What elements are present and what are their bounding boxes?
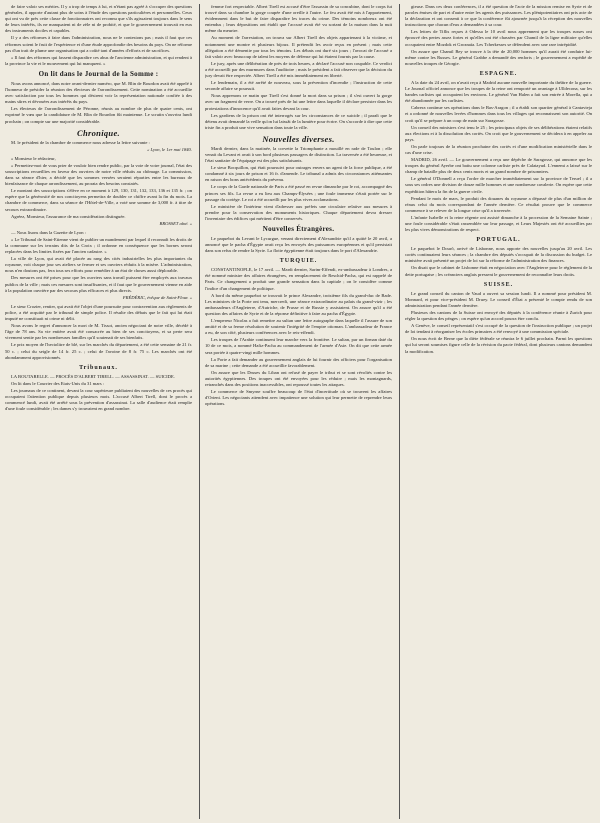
- paragraph: A la date du 24 avril, on n'avait reçu à Madrid aucune nouvelle importante du théâtre de la guerre. Le Journal officiel annonce que les troupes de la reine ont remporté un avantage à Ulldecona, sur les bandes carlistes qui occupaient les environs. Le général Van Halen a fait son entrée à Morella, qui a été abandonnée par les carlistes.: [405, 79, 592, 104]
- section-heading: TURQUIE.: [279, 258, 318, 265]
- paragraph: Un conseil des ministres s'est tenu le 25 ; les principaux objets de ses délibérations étaient relatifs aux élections et à la dissolution des cortès. On croit que le gouvernement se décidera à en appeler au pays.: [405, 124, 592, 142]
- section-heading: SUISSE.: [483, 281, 514, 288]
- column-divider: [199, 4, 200, 819]
- paragraph: Il y a des réformes à faire dans l'administration, nous ne le contestons pas ; mais il faut que ces réformes soient le fruit de l'expérience et d'une étude approfondie des besoins du pays. On ne réforme pas d'un trait de plume une organisation qui a coûté tant d'années d'efforts et de sacrifices.: [5, 35, 192, 53]
- paragraph: A Genève, le conseil représentatif s'est occupé de la question de l'instruction publique ; un projet de loi tendant à réorganiser les écoles primaires a été renvoyé à une commission spéciale.: [405, 323, 592, 335]
- column-divider: [399, 4, 400, 819]
- paragraph: Le général O'Donnell a reçu l'ordre de marcher immédiatement sur la province de Teruel ; il a sous ses ordres une division de douze mille hommes et une nombreuse cavalerie. On espère que cette expédition hâtera la fin de la guerre civile.: [405, 176, 592, 194]
- paragraph: Le sieur Bocquillon, qui était poursuivi pour outrages envers un agent de la force publique, a été condamné à six jours de prison et 16 fr. d'amende. Le tribunal a admis des circonstances atténuantes en raison des bons antécédents du prévenu.: [205, 165, 392, 183]
- paragraph: MADRID, 26 avril. — Le gouvernement a reçu une dépêche de Saragosse, qui annonce que les troupes du général Ayerbe ont battu une colonne carliste près de Calatayud. L'ennemi a laissé sur le champ de bataille plus de deux cents morts et un grand nombre de prisonniers.: [405, 157, 592, 175]
- paragraph: Les lettres de Tiflis reçues à Odessa le 10 avril nous apprennent que les troupes russes ont éprouvé des pertes assez fortes et qu'elles ont été chassées par Chamil de la ligne militaire qu'elles occupaient entre Mozdok et Groznaïa. Les Tcherkesses se défendent avec une rare intrépidité.: [405, 29, 592, 47]
- paragraph: Le paquebot du Levant le Lycurgue, venant directement d'Alexandrie qu'il a quitté le 20 avril, a annoncé que le pacha d'Égypte avait reçu les envoyés des puissances européennes et qu'il persistait dans son refus de rendre la Syrie. La flotte égyptienne était toujours dans le port d'Alexandrie.: [205, 236, 392, 254]
- paragraph: LA BOUTARELLE. — PROCÈS D'ALBERT TIRELL. — ASSASSINAT. — SUICIDE.: [11, 373, 175, 379]
- paragraph: Le lendemain, il a été arrêté de nouveau, sous la prévention d'incendie ; l'instruction de cette seconde affaire se poursuit.: [205, 80, 392, 92]
- paragraph: M. le président de la chambre de commerce nous adresse la lettre suivante :: [11, 139, 150, 145]
- paragraph: Les électeurs de l'arrondissement de Péronne, réunis au nombre de plus de quatre cents, ont exprimé le vœu que la candidature de M. Blin de Bourdon fût maintenue. Le scrutin s'ouvrira lundi prochain ; on compte sur une majorité considérable.: [5, 106, 192, 124]
- paragraph: Le sieur Crozier, rentier, qui avait été l'objet d'une poursuite pour contravention aux règlements de police, a été acquitté par le tribunal de simple police. Il résulte des débats que le fait qui lui était imputé ne constituait ni crime ni délit.: [5, 303, 192, 322]
- section-heading: On lit dans le Journal de la Somme :: [38, 69, 159, 78]
- column-right: [405, 4, 592, 819]
- paragraph: On assure que Chamil Bey se trouve à la tête de 20,000 hommes qu'il aurait été conduire lui-même contre les Russes. Le général Grabbe a demandé des renforts ; le gouvernement a expédié de nouvelles troupes de Géorgie.: [405, 48, 592, 66]
- paragraph: Le paquebot le Dourô, arrivé de Lisbonne, nous apporte des nouvelles jusqu'au 20 avril. Les cortès continuaient leurs séances ; la chambre des députés s'occupait de la discussion du budget. Le ministère avait présenté un projet de loi sur la réforme de l'administration des finances.: [405, 246, 592, 264]
- signature-line: FRÉDÉRIC, évêque de Saint-Flour. »: [122, 294, 192, 300]
- paragraph: Nous avons annoncé, dans notre avant-dernier numéro, que M. Blin de Bourdon avait été appelé à l'honneur de présider la réunion des électeurs de l'arrondissement. Cette nomination a été accueillie avec satisfaction par tous les hommes qui désirent voir la représentation nationale confiée à des mains sûres et dévouées aux intérêts du pays.: [5, 80, 192, 105]
- paragraph: Agréez, Monsieur, l'assurance de ma considération distinguée.: [11, 213, 126, 219]
- paragraph: Cabrera continue ses opérations dans le Bas-Aragon ; il a établi son quartier général à Cantavieja et a ordonné de nouvelles levées d'hommes dans tous les villages qui reconnaissent son autorité. On croit qu'il se prépare à un coup de main sur Saragosse.: [405, 105, 592, 123]
- paragraph: femme fort respectable. Albert Tirell est accusé d'être l'assassin de sa concubine, dont le corps fut trouvé dans sa chambre la gorge coupée d'une oreille à l'autre. Le feu avait été mis à l'appartement, évidemment dans le but de faire disparaître les traces du crime. Des témoins nombreux ont été entendus ; leurs dépositions ont établi que l'accusé avait été vu sortant de la maison dans la nuit même du meurtre.: [205, 4, 392, 34]
- paragraph: Les troupes de l'Arabie continuent leur marche vers la frontière. Le sultan, par un firman daté du 10 de ce mois, a nommé Hafiz-Pacha au commandement de l'armée d'Asie. On dit que cette armée sera portée à quatre-vingt mille hommes.: [205, 337, 392, 355]
- paragraph: Le corps de la Garde nationale de Paris a été passé en revue dimanche par le roi, accompagné des princes ses fils. La revue a eu lieu aux Champs-Élysées ; une foule immense s'était portée sur le passage du cortège. Le roi a été accueilli par les plus vives acclamations.: [205, 184, 392, 202]
- paragraph: « Permettez-moi de vous prier de vouloir bien rendre public, par la voie de votre journal, l'état des souscriptions recueillies en faveur des ouvriers de notre ville réduits au chômage. La commission, dans sa séance d'hier, a décidé que les sommes versées seraient réparties entre les bureaux de bienfaisance de chaque arrondissement, au prorata des besoins constatés.: [5, 162, 192, 187]
- paragraph: Des mesures ont été prises pour que les ouvriers sans travail puissent être employés aux travaux publics de la ville ; mais ces mesures sont insuffisantes, et il faut que le gouvernement vienne en aide à la population ouvrière par des secours plus efficaces et plus directs.: [5, 275, 192, 293]
- paragraph: On assure que les Druses du Liban ont refusé de payer le tribut et se sont révoltés contre les autorités égyptiennes. Des troupes ont été envoyées pour les réduire ; mais les montagnards, retranchés dans des positions inaccessibles, ont repoussé toutes les attaques.: [205, 369, 392, 387]
- section-heading: Nouvelles diverses.: [262, 133, 335, 144]
- paragraph: Les gardiens de la prison ont été interrogés sur les circonstances de ce suicide ; il paraît que le détenu avait demandé la veille qu'on lui laissât de la lumière pour écrire. On s'accorde à dire que cette triste fin a produit une vive sensation dans toute la ville.: [205, 112, 392, 130]
- paragraph: A bord du même paquebot se trouvait le prince Alexandre, troisième fils du grand-duc de Bade. Les ministres de la Porte ont tenu, mercredi, une séance extraordinaire au palais du grand-vizir ; les ambassadeurs d'Angleterre, d'Autriche, de Prusse et de Russie y assistaient. On assure qu'il a été question des affaires de Syrie et de la réponse définitive à faire au pacha d'Égypte.: [205, 292, 392, 316]
- paragraph: Mardi dernier, dans la matinée, la corvette la Triomphante a mouillé en rade de Toulon ; elle venait du Levant et avait à son bord plusieurs passagers de distinction. La traversée a été heureuse, et l'état sanitaire de l'équipage est des plus satisfaisants.: [205, 145, 392, 164]
- paragraph: Le ministère de l'intérieur vient d'adresser aux préfets une circulaire relative aux mesures à prendre pour la conservation des monuments historiques. Chaque département devra dresser l'inventaire des édifices qui méritent d'être conservés.: [205, 203, 392, 221]
- signature-line: « Lyon, le 1er mai 1840.: [147, 146, 192, 152]
- paragraph: Le grand conseil du canton de Vaud a ouvert sa session lundi. Il a nommé pour président M. Monnard, et pour vice-président M. Druey. Le conseil d'État a présenté le compte rendu de son administration pendant l'année dernière.: [405, 290, 592, 308]
- paragraph: L'empereur Nicolas a fait remettre au sultan une lettre autographe dans laquelle il l'assure de son amitié et de sa ferme résolution de soutenir l'intégrité de l'empire ottoman. L'ambassadeur de France a eu, de son côté, plusieurs conférences avec le reis-effendi.: [205, 318, 392, 336]
- paragraph: Nous apprenons ce matin que Tirell s'est donné la mort dans sa prison ; il s'est ouvert la gorge avec un fragment de verre. On a trouvé près de lui une lettre dans laquelle il déclare persister dans les protestations d'innocence qu'il avait faites devant la cour.: [205, 93, 392, 111]
- paragraph: Plusieurs des cantons de la Suisse ont envoyé des députés à la conférence réunie à Zurich pour régler la question des péages ; on espère qu'un accord pourra être conclu.: [405, 309, 592, 322]
- paragraph: « Monsieur le rédacteur,: [11, 155, 56, 161]
- paragraph: « Le Tribunal de Saint-Etienne vient de publier un mandement par lequel il reconnaît les droits de la commune sur les terrains dits de la Croix ; il ordonne en conséquence que les bornes seront replacées dans les limites fixées par l'ancien cadastre. »: [5, 236, 192, 255]
- column-left: [5, 4, 192, 819]
- paragraph: Au moment de l'arrestation, on trouva sur Albert Tirell des objets appartenant à la victime, et notamment une montre et plusieurs bijoux. Il prétendit les avoir reçus en présent ; mais cette allégation a été démentie par tous les témoins. Les débats ont duré six jours ; l'avocat de l'accusé a fait valoir avec beaucoup de talent les moyens de défense qui lui étaient fournis par la cause.: [205, 35, 392, 59]
- paragraph: Pendant le mois de mars, le produit des douanes du royaume a dépassé de plus d'un million de réaux celui du mois correspondant de l'année dernière. Ce résultat prouve que le commerce commence à se relever de la longue crise qu'il a traversée.: [405, 195, 592, 213]
- section-heading: Nouvelles Étrangères.: [262, 225, 335, 233]
- paragraph: Nous avons le regret d'annoncer la mort de M. Tissot, ancien négociant de notre ville, décédé à l'âge de 78 ans. Sa vie entière avait été consacrée au bien de ses concitoyens, et sa perte sera vivement sentie par les nombreuses familles qu'il soutenait de ses bienfaits.: [5, 323, 192, 341]
- paragraph: On parle toujours de la réunion prochaine des cortès et d'une modification ministérielle dans le cas d'une crise.: [405, 143, 592, 155]
- section-heading: Tribunaux.: [79, 364, 118, 371]
- paragraph: Le commerce de Smyrne souffre beaucoup de l'état d'incertitude où se trouvent les affaires d'Orient. Les négociants attendent avec impatience une solution qui leur permette de reprendre leurs opérations.: [205, 389, 392, 407]
- signature-line: BROSSET aîné. »: [159, 220, 192, 226]
- paragraph: On nous écrit de Berne que la diète fédérale se réunira le 6 juillet prochain. Parmi les questions qui lui seront soumises figure celle de la révision du pacte fédéral, dont plusieurs cantons demandent la modification.: [405, 336, 592, 354]
- section-heading: Chronique.: [77, 127, 120, 138]
- paragraph: de faire valoir ses mérites. Il y a trop de temps à lui, et n'étant pas agréé à s'occuper des questions générales, il apporte d'autant plus de soins à l'étude des questions particulières et personnelles. Ceux qui ont vu de près cette classe de fonctionnaires ont reconnu que s'ils agissaient toujours dans le sens de leurs intérêts, ils ne manquaient ni de zèle ni de probité, et que le gouvernement trouvait en eux des instruments dociles et capables.: [5, 4, 192, 34]
- paragraph: gieuse. Dans ces deux conférences, il a été question de l'acte de la mission remise en Syrie et de paroles émises de part et d'autre entre les agents des puissances. Les plénipotentiaires ont pris acte de la déclaration et ont consenti à ce que la conférence fût ajournée jusqu'à la réception des nouvelles instructions que chacun d'eux a demandées à sa cour.: [405, 4, 592, 28]
- paragraph: La ville de Lyon, qui avait été placée au rang des cités industrielles les plus importantes du royaume, voit chaque jour ses ateliers se fermer et ses ouvriers réduits à la misère. L'administration, nous n'en doutons pas, fera tous ses efforts pour remédier à un état de choses aussi déplorable.: [5, 256, 192, 274]
- paragraph: CONSTANTINOPLE, le 17 avril. — Mardi dernier, Sarim-Effendi, ex-ambassadeur à Londres, a été nommé ministre des affaires étrangères, en remplacement de Reschid-Pacha, qui est rappelé de Paris. Ce changement a produit une grande sensation dans la capitale ; on le considère comme l'indice d'un changement de politique.: [205, 267, 392, 291]
- paragraph: Le jury, après une délibération de près de trois heures, a déclaré l'accusé non coupable. Ce verdict a été accueilli par des murmures dans l'auditoire ; mais le président a fait observer que la décision du jury devait être respectée. Albert Tirell a été mis immédiatement en liberté.: [205, 60, 392, 79]
- section-heading: ESPAGNE.: [479, 70, 518, 77]
- paragraph: Le prix moyen de l'hectolitre de blé, sur les marchés du département, a été cette semaine de 21 fr. 50 c. ; celui du seigle de 14 fr. 25 c. ; celui de l'avoine de 8 fr. 75 c. Les marchés ont été abondamment approvisionnés.: [5, 342, 192, 360]
- paragraph: — Nous lisons dans la Gazette de Lyon :: [11, 229, 87, 235]
- section-heading: PORTUGAL.: [476, 237, 521, 244]
- paragraph: « Il faut des réformes qui fassent disparaître ces abus de l'ancienne administration, et qui rendent à la province la vie et le mouvement qui lui manquent. »: [5, 54, 192, 66]
- paragraph: Le montant des souscriptions s'élève en ce moment à 129, 130, 131, 132, 133, 136 et 135 fr. ; on espère que la générosité de nos concitoyens permettra de doubler ce chiffre avant la fin du mois. La chambre de commerce, dans sa séance de l'Hôtel-de-Ville, a voté une somme de 3,000 fr. à titre de secours extraordinaire.: [5, 188, 192, 212]
- column-middle: [205, 4, 392, 819]
- paragraph: La Porte a fait demander au gouvernement anglais de lui fournir des officiers pour l'organisation de sa marine ; cette demande a été accueillie favorablement.: [205, 356, 392, 368]
- paragraph: L'infante Isabelle et la reine régente ont assisté dimanche à la procession de la Semaine Sainte ; une foule considérable s'était rassemblée sur leur passage, et Leurs Majestés ont été accueillies par les plus vives démonstrations de respect.: [405, 214, 592, 233]
- paragraph: On lit dans le Courrier des Etats-Unis du 31 mars :: [11, 380, 105, 386]
- paragraph: Les journaux de ce continent, devant la cour supérieure publiaient des nouvelles de ces procès qui occupaient l'attention publique depuis plusieurs mois. L'accusé Albert Tirell, dont le procès a commencé lundi, avait été arrêté sous la prévention d'assassinat. La salle d'audience était remplie d'une foule considérable ; les dames s'y trouvaient en grand nombre.: [5, 387, 192, 412]
- paragraph: On disait que le cabinet de Lisbonne était en négociation avec l'Angleterre pour le règlement de la dette portugaise ; les créanciers anglais pressent le gouvernement de reconnaître leurs droits.: [405, 265, 592, 277]
